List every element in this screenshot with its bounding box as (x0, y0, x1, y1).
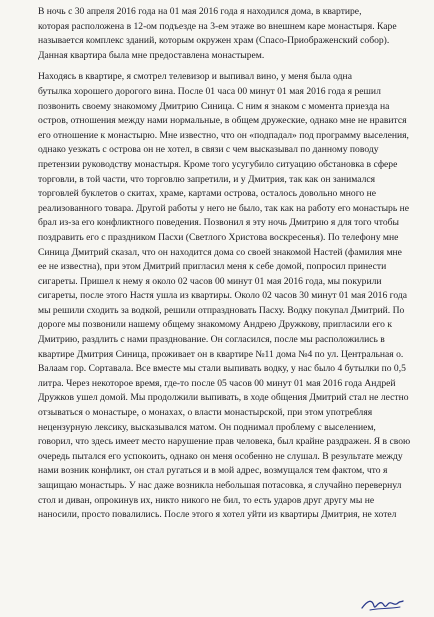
text-line: квартире Дмитрия Синица, проживает он в квартире №11 дома №4 по ул. Центральная о. (38, 348, 404, 360)
text-line (38, 523, 424, 538)
text-line: мы решили сходить за водкой, решили отпраздновать Пасху. Водку покупал Дмитрий. По (38, 304, 405, 316)
text-line: его отношение к монастырю. Мне известно, что он «подпадал» под программу выселения, (38, 129, 409, 141)
text-line: отзываться о монастыре, о монахах, о власти монастырской, при этом употребляя (38, 407, 373, 419)
text-line: Дмитрию, раздлить с нами празднование. Он согласился, после мы расположились в (38, 334, 385, 346)
text-line: Синица Дмитрий сказал, что он находится дома со своей знакомой Настей (фамилия мне (38, 246, 402, 258)
text-line: очередь пытался его успокоить, однако он меня особенно не слушал. В результате между (38, 450, 403, 462)
text-line: нецензурную лексику, высказывался матом. Он поднимал проблему с выселением, (38, 421, 376, 433)
text-line: ее не известна), при этом Дмитрий пригласил меня к себе домой, попросил принести (38, 261, 387, 273)
text-line: остров, отношения между нами нормальные, в общем дружеские, однако мне не нравится (38, 115, 407, 127)
text-line: сигареты. Пришел к нему я около 02 часов 00 минут 01 мая 2016 года, мы покурили (38, 275, 382, 287)
text-line: брал из-за его конфликтного поведения. Позвонил я эту ночь Дмитрию я для того чтобы (38, 217, 399, 229)
text-line: однако уезжать с острова он не хотел, в связи с чем высказывал по данному поводу (38, 144, 379, 156)
text-line: В ночь с 30 апреля 2016 года на 01 мая 2016 года я находился дома, в квартире, (38, 6, 362, 17)
text-line (38, 552, 424, 567)
text-line: Находясь в квартире, я смотрел телевизор и выпивал вино, у меня была одна (38, 71, 352, 83)
text-line: дороге мы позвонили нашему общему знакомому Андрею Дружкову, пригласили его к (38, 319, 393, 331)
handwritten-signature (360, 597, 404, 613)
text-line: бутылка хорошего дорогого вина. После 01 часа 00 минут 01 мая 2016 года я решил (38, 85, 381, 97)
text-line: называется комплекс зданий, которым окружен храм (Спасо-Приображенский собор). (38, 35, 390, 47)
text-line: которая расположена в 12-ом подъезде на 3-ем этаже во внешнем каре монастыря. Каре (38, 20, 397, 32)
text-line: наносили, просто повалились. После этого я хотел уйти из квартиры Дмитрия, не хотел (38, 509, 397, 521)
text-line: Данная квартира была мне предоставлена монастырем. (38, 49, 265, 61)
text-line: поздравить его с праздником Пасхи (Светлого Христова воскресенья). По телефону мне (38, 231, 399, 243)
text-line: литра. Через некоторое время, где-то после 05 часов 00 минут 01 мая 2016 года Андрей (38, 377, 396, 389)
text-line: сигареты, после этого Настя ушла из квартиры. Около 02 часов 30 минут 01 мая 2016 года (38, 290, 407, 302)
paragraph-2 (38, 70, 424, 566)
text-line: нами возник конфликт, он стал ругаться и в мой адрес, возмущался тем фактом, что я (38, 465, 388, 477)
text-line: стол и диван, опрокинув их, никто никого не бил, то есть ударов друг другу мы не (38, 494, 375, 506)
paragraph-1 (38, 5, 424, 63)
text-line: торговли, в той части, что торговлю запретили, и у Дмитрия, так как он занимался (38, 173, 376, 185)
text-line: говорил, что здесь имеет место нарушение прав человека, был крайне раздражен. Я в свою (38, 436, 411, 448)
text-line: реализованного товара. Другой работы у него не было, так как на работу его монастырь не (38, 202, 410, 214)
paragraph-spacer (38, 63, 424, 70)
text-line: позвонить своему знакомому Дмитрию Синица. С ним я знаком с момента приезда на (38, 100, 390, 112)
text-line (38, 537, 424, 552)
text-line: Валаам гор. Сортавала. Все вместе мы стали выпивать водку, у нас было 4 бутылки по 0,5 (38, 363, 406, 375)
text-line: Дружков ушел домой. Мы продолжили выпивать, в ходе общения Дмитрий стал не лестно (38, 392, 409, 404)
text-line: претензии руководству монастыря. Кроме того усугубило ситуацию обстановка в сфере (38, 158, 398, 170)
text-line: защищаю монастырь. У нас даже возникла небольшая потасовка, я случайно перевернул (38, 480, 402, 491)
text-line: торговлей буклетов о скитах, храме, картами острова, осталось довольно много не (38, 188, 376, 200)
